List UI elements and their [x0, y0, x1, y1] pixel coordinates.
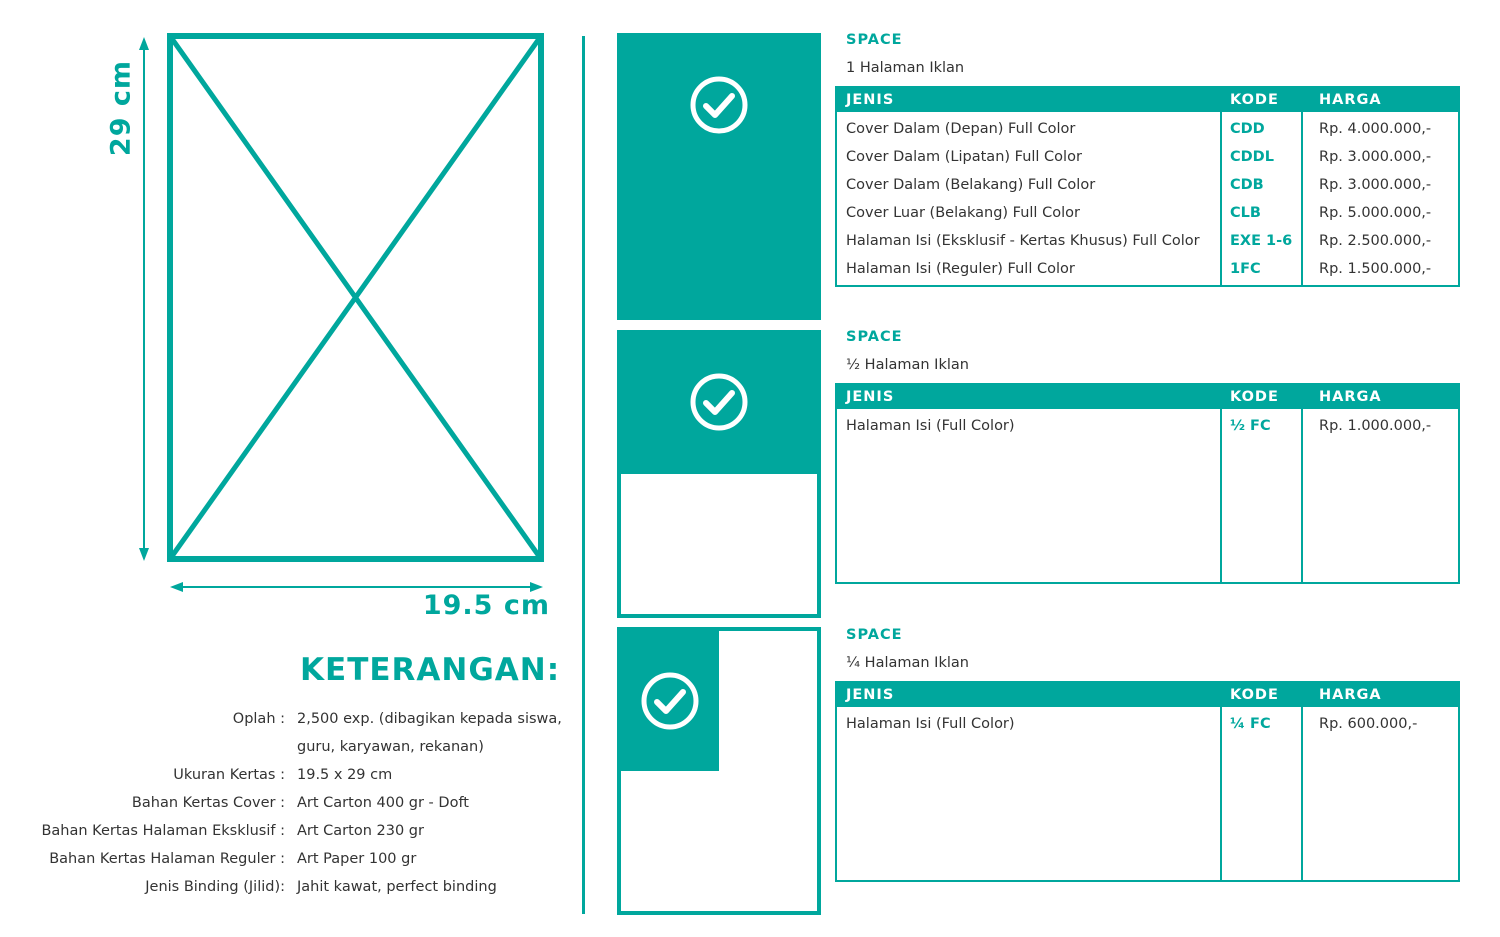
price-table-full-page [835, 86, 1460, 287]
table-row: Halaman Isi (Full Color) ¼ FC Rp. 600.000,- [846, 716, 1418, 732]
keterangan-row: guru, karyawan, rekanan) [297, 739, 484, 755]
check-circle-icon [689, 75, 749, 135]
keterangan-title: KETERANGAN: [300, 652, 561, 688]
table-row: Cover Dalam (Belakang) Full Color CDB Rp. 3.000.000,- [846, 177, 1432, 193]
section-subtitle: ¼ Halaman Iklan [846, 655, 969, 671]
width-dimension-label: 19.5 cm [422, 590, 550, 621]
page-size-diagram [0, 0, 580, 600]
section-subtitle: 1 Halaman Iklan [846, 60, 965, 76]
price-table-half-page [835, 383, 1460, 584]
section-label: SPACE [846, 32, 903, 48]
table-header: JENIS KODE HARGA [837, 683, 1458, 707]
table-row: Halaman Isi (Reguler) Full Color 1FC Rp. 1.500.000,- [846, 261, 1432, 277]
keterangan-row: Jenis Binding (Jilid): Jahit kawat, perfect binding [145, 879, 497, 895]
keterangan-row: Ukuran Kertas : 19.5 x 29 cm [173, 767, 393, 783]
keterangan-row: Bahan Kertas Halaman Reguler : Art Paper 100 gr [49, 851, 417, 867]
check-circle-icon [689, 372, 749, 432]
check-circle-icon [640, 671, 700, 731]
keterangan-row: Oplah : 2,500 exp. (dibagikan kepada siswa, [232, 711, 562, 727]
table-row: Halaman Isi (Eksklusif - Kertas Khusus) Full Color EXE 1-6 Rp. 2.500.000,- [846, 233, 1432, 249]
thumbnail-half-page [617, 330, 821, 618]
thumbnail-quarter-page [617, 627, 821, 915]
table-row: Halaman Isi (Full Color) ½ FC Rp. 1.000.000,- [846, 418, 1432, 434]
table-row: Cover Dalam (Depan) Full Color CDD Rp. 4.000.000,- [846, 121, 1432, 137]
price-table-quarter-page [835, 681, 1460, 882]
keterangan-row: Bahan Kertas Cover : Art Carton 400 gr - Doft [131, 795, 469, 811]
section-label: SPACE [846, 627, 903, 643]
table-header: JENIS KODE HARGA [837, 88, 1458, 112]
vertical-divider [582, 36, 585, 914]
section-subtitle: ½ Halaman Iklan [846, 357, 969, 373]
thumbnail-full-page [617, 33, 821, 320]
section-label: SPACE [846, 329, 903, 345]
height-dimension-label: 29 cm [105, 59, 137, 157]
keterangan-row: Bahan Kertas Halaman Eksklusif : Art Carton 230 gr [41, 823, 424, 839]
table-row: Cover Dalam (Lipatan) Full Color CDDL Rp. 3.000.000,- [846, 149, 1432, 165]
table-row: Cover Luar (Belakang) Full Color CLB Rp. 5.000.000,- [846, 205, 1432, 221]
table-header: JENIS KODE HARGA [837, 385, 1458, 409]
